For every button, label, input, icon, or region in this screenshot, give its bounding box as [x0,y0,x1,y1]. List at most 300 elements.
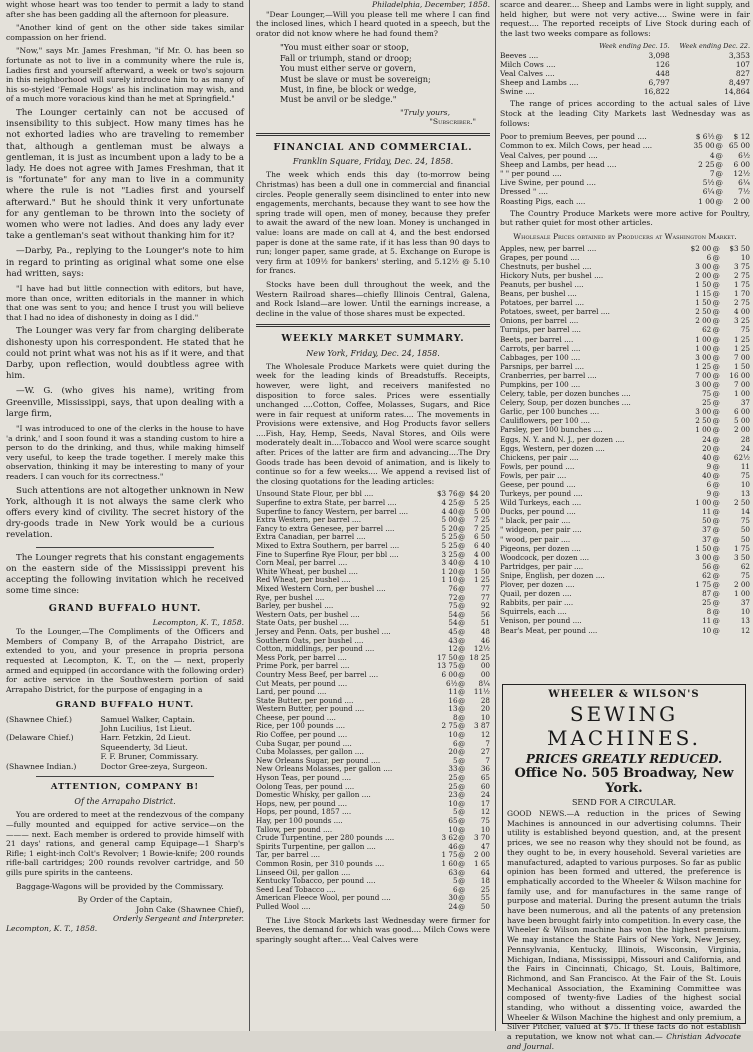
price-low: 6 [706,480,712,489]
table-row [500,371,750,380]
item-name: Cuba Molasses, per gallon .... [256,747,364,757]
price-high: 6 00 [733,407,750,417]
price-sep: @ [458,858,466,868]
price-low: 25 [448,781,458,791]
column-markets [500,0,750,635]
price-sep: @ [458,747,466,757]
price-high: 8¼ [478,678,490,688]
divider [256,133,490,136]
price-low: 62 [702,570,712,580]
price-low: 2 75 [441,721,458,731]
paragraph: "Another kind of gent on the other side takes similar compassion on her friend. [6,23,244,42]
price-low: 13 75 [436,661,458,671]
item-name: Mixed to Extra Southern, per barrel .... [256,541,400,550]
price-low: 5 25 [441,532,458,542]
table-header-row [500,42,750,51]
price-high: 3 75 [733,261,750,271]
column-header: Week ending Dec. 15. [599,42,670,51]
item-name: Ducks, per pound .... [500,507,576,517]
price-high: 6 00 [733,159,750,169]
item-name: Beets, per barrel .... [500,334,574,344]
item-name: Wild Turkeys, each .... [500,498,582,508]
price-sep: @ [458,798,466,808]
poem-line: "You must either soar or stoop, [280,42,409,53]
week-2-value: 107 [735,60,750,70]
price-sep: @ [712,607,720,617]
price-sep: @ [458,807,466,817]
table-row [500,325,750,334]
price-low: 37 [702,525,712,535]
price-high: 11 [740,461,750,471]
table-row [500,87,750,96]
item-name: Cauliflowers, per 100 .... [500,416,590,426]
column-header [500,42,589,51]
table-row [500,178,750,187]
price-high: 47 [480,841,490,851]
price-high: 75 [740,516,750,526]
divider [36,776,214,777]
price-high: 77 [480,592,490,602]
table-row [500,262,750,271]
price-sep: @ [712,452,720,462]
price-sep: @ [712,325,720,335]
price-sep: @ [458,884,466,894]
item-name: Unsound State Flour, per bbl .... [256,489,374,499]
price-low: 2 25 [698,159,715,169]
price-sep: @ [458,755,466,765]
price-high: 6 40 [473,541,490,550]
price-sep: @ [715,159,723,169]
week-1-value: 3,098 [648,51,670,61]
price-high: 7 [485,755,490,765]
price-sep: @ [715,196,723,206]
price-low: 1 10 [441,575,458,585]
quote: "I was introduced to one of the clerks in the house to have 'a drink,' and I soon found it was a standing custom to hire a person to do the drinking, and thus, while making himself very useful, to keep the trade together. I merely make this observation, thinking it may be interesting to many of your readers. I can vouch for its correctness." [6,423,244,481]
price-sep: @ [458,876,466,886]
price-low: $ 6½ [695,132,715,142]
ad-body-text: GOOD NEWS.—A reduction in the prices of Sewing Machines is announced in our advertising columns. Their utility is established beyond question, and, at the present prices, we see no reason why they should not be found, as they ought to be, in every household. Several varieties are manufactured, adapted to various purposes. So far as public opinion has been formed and uttered, the preference is emphatically accorded to the Wheeler & Wilson machine for family use, and for manufactures in the same range of purpose and material. During the present autumn the trials have been numerous, and all the patents of any pretension have been brought fairly into competition. In every case, the Wheeler & Wilson machine has won the highest premium. We may instance the State Fairs of New York, New Jersey, Pennsylvania, Kentucky, Illinois, Wisconsin, Virginia, Michigan, Indiana, Mississippi, Missouri and California, and the Fairs in Cincinnati, Chicago, St. Louis, Baltimore, Richmond, and San Francisco. At the Fair of the St. Louis Mechanical Association, the Examining Committee was composed of twenty-five Ladies of the highest social standing, who without a dissenting voice, awarded the Wheeler & Wilson Machine the highest and only premium, a Silver Pitcher, valued at $75. If these facts do not establish a reputation, we know not what can.— [507,809,741,1042]
item-name: Squirrels, each .... [500,607,567,617]
invitation: To the Lounger,—The Compliments of the Officers and Members of Company B, of the Arrapaho District, are extended to you, and your presence in propria persona requested at Lecompton, K. T., on the — next, properly armed and equipped (in accordance with the following order) for active service in the Southwestern portion of said Arrapaho District, for the purpose of engaging in a [6,627,244,694]
price-high: 12 [480,807,490,817]
price-low: 10 [448,824,458,834]
price-sep: @ [458,678,466,688]
item-name: Dressed " .... [500,187,549,197]
week-1-value: 16,822 [643,87,670,97]
week-2-value: 827 [735,69,750,79]
price-high: 7 25 [473,523,490,533]
officer-row [6,752,244,761]
price-sep: @ [458,592,466,602]
table-row [500,141,750,150]
item-name: Carrots, per barrel .... [500,343,581,353]
price-low: 33 [448,764,458,774]
price-low: $3 76 [436,489,458,499]
price-high: 2 50 [733,498,750,508]
paragraph: "Now," says Mr. James Freshman, "if Mr. O. has been so fortunate as not to live in a community where the rule is, Ladies first and yourself afterward, a week or two's sojourn in this neighborhood will surely introduce him to as many of his so-styled 'Female Hogs' as his inclination may wish, and of a much more voracious kind than he met at Springfield." [6,46,244,104]
item-name: New Orleans Sugar, per pound .... [256,755,381,765]
price-high: 11½ [473,687,490,697]
price-low: 5 [452,876,458,886]
item-name: Tar, per barrel .... [256,850,321,860]
price-sep: @ [458,704,466,714]
paragraph: The Lounger regrets that his constant engagements on the eastern side of the Mississippi prevent his accepting the following invitation which he received some time since: [6,552,244,597]
price-sep: @ [712,307,720,317]
table-row [500,516,750,525]
item-name: Cranberries, per barrel .... [500,370,597,380]
heading-buffalo-hunt: GRAND BUFFALO HUNT. [55,700,195,711]
price-sep: @ [458,773,466,783]
price-low: 2 50 [695,307,712,317]
item-name: Kentucky Tobacco, per pound .... [256,876,376,886]
price-sep: @ [712,616,720,626]
price-high: 16 00 [729,370,750,380]
price-low: 5 20 [441,523,458,533]
price-high: 12 [740,625,750,635]
price-high: 6 50 [473,532,490,542]
poem-line: Must be slave or must be sovereign; [280,73,431,84]
price-low: 1 75 [441,850,458,860]
price-low: 10 [448,798,458,808]
dateline: Franklin Square, Friday, Dec. 24, 1858. [292,157,454,167]
item-name: Snipe, English, per dozen .... [500,570,605,580]
item-name: Plover, per dozen .... [500,580,575,590]
price-low: 50 [702,516,712,526]
paragraph: Stocks have been dull throughout the week, and the Western Railroad shares—chiefly Illinois Central, Galena, and Rock Island—are lower. Until the earnings increase, a decline in the value of those shares must be expected. [256,279,490,318]
price-high: 37 [740,598,750,608]
item-name: " black, per pair .... [500,516,571,526]
item-name: Pulled Wool .... [256,901,311,911]
price-sep: @ [458,515,466,525]
price-high: 4 10 [473,558,490,568]
table-row [500,471,750,480]
price-low: 1 15 [695,289,712,299]
week-1-value: 448 [655,69,670,79]
signature: "Subscriber." [429,117,476,127]
item-name: Red Wheat, per bushel .... [256,575,351,585]
officer-list [6,715,244,771]
price-sep: @ [712,516,720,526]
price-high: 46 [480,635,490,645]
item-name: Eggs, N. Y. and N. J., per dozen .... [500,434,625,444]
price-high: 5 25 [473,498,490,508]
item-name: Country Mess Beef, per barrel .... [256,669,379,679]
letter: "Dear Lounger,—Will you please tell me where I can find the inclosed lines, which I heard quoted in a speech, but the orator did not know where he had found them? [256,9,490,38]
price-high: 75 [740,325,750,335]
price-low: 3 00 [695,379,712,389]
price-high: 1 75 [733,279,750,289]
price-low: 3 62 [441,833,458,843]
price-low: 54 [448,609,458,619]
price-sep: @ [458,824,466,834]
item-name: Celery, table, per dozen bunches .... [500,389,631,399]
price-high: 10 [480,712,490,722]
item-name: Sheep and Lambs .... [500,78,579,88]
item-name: Hops, per pound, 1857 .... [256,807,352,817]
price-sep: @ [712,525,720,535]
table-row [500,298,750,307]
price-low: 10 [702,625,712,635]
price-high: 2 75 [733,298,750,308]
table-row [500,316,750,325]
price-high: 50 [740,534,750,544]
item-name: Roasting Pigs, each .... [500,196,586,206]
ad-source: Christian Advocate and Journal. [507,1032,741,1051]
item-name: American Fleece Wool, per pound .... [256,893,391,903]
price-low: 4 25 [441,498,458,508]
table-row [500,498,750,507]
price-high: 75 [480,816,490,825]
paragraph: The Country Produce Markets were more active for Poultry, but rather quiet for most other articles. [500,208,750,228]
price-low: 40 [702,452,712,462]
price-sep: @ [712,243,720,253]
officer-tribe [6,752,100,761]
price-high: 25 [480,884,490,894]
signature: John Cake (Shawnee Chief), [136,904,244,914]
price-high: 2 00 [733,425,750,435]
item-name: Turnips, per barrel .... [500,325,581,335]
item-name: Bear's Meat, per pound .... [500,625,598,635]
price-sep: @ [458,669,466,679]
item-name: Rio Coffee, per pound .... [256,730,348,740]
quote: "I have had but little connection with editors, but have, more than once, written editorials in the manner in which that one was sent to you; and hence I trust you will believe that I had no idea of dishonesty in doing as I did." [6,283,244,322]
price-high: 77 [480,583,490,593]
officer-tribe: (Shawnee Indian.) [6,761,77,771]
item-name: Barley, per bushel .... [256,601,334,611]
price-sep: @ [712,543,720,553]
price-low: 4 40 [441,506,458,516]
table-row [500,571,750,580]
officer-row [6,743,244,752]
officer-name: Harr. Fetzkin, 2d Lieut. [100,733,191,743]
item-name: Milch Cows .... [500,60,556,70]
price-sep: @ [712,425,720,435]
price-sep: @ [458,506,466,516]
table-row [500,132,750,141]
price-low: 1 00 [698,196,715,206]
column-lounger [6,0,244,934]
price-low: 63 [448,867,458,877]
price-sep: @ [712,398,720,408]
price-low: 20 [702,443,712,453]
price-low: 1 00 [695,425,712,435]
price-high: 6½ [738,150,750,160]
price-high: 18 25 [469,652,490,662]
week-2-value: 14,864 [724,87,750,97]
item-name: Grapes, per pound .... [500,252,580,262]
price-sep: @ [712,470,720,480]
price-sep: @ [458,498,466,508]
week-1-value: 6,797 [648,78,670,88]
price-sep: @ [712,252,720,262]
officer-name: Samuel Walker, Captain. [100,714,195,724]
paragraph: Such attentions are not altogether unknown in New York, although it is not always the same clerk who offers every kind of civility. The secret history of the dry-goods trade in New York would be a curious revelation. [6,485,244,541]
price-low: 17 50 [436,652,458,662]
price-high: 50 [480,901,490,911]
price-sep: @ [712,343,720,353]
price-high: 24 [740,443,750,453]
price-high: $4 20 [469,489,490,499]
price-high: 7 [485,738,490,748]
price-sep: @ [712,407,720,417]
table-row [500,553,750,562]
week-2-value: 8,497 [728,78,750,88]
price-sep: @ [712,625,720,635]
table-row [500,407,750,416]
price-high: 64 [480,867,490,877]
price-sep: @ [458,841,466,851]
order-by: By Order of the Captain, [77,895,173,905]
price-sep: @ [458,721,466,731]
price-sep: @ [715,141,723,151]
item-name: State Butter, per pound .... [256,695,354,705]
table-row [500,562,750,571]
item-name: Cut Meats, per pound .... [256,678,348,688]
table-row [500,416,750,425]
receipts-table [500,42,750,96]
price-high: 18 [480,876,490,886]
price-low: 16 [448,695,458,705]
price-low: 40 [702,470,712,480]
price-low: 6 [452,738,458,748]
price-low: 62 [702,325,712,335]
price-high: $ 12 [733,132,750,142]
price-high: 10 [740,480,750,489]
item-name: Chestnuts, per bushel .... [500,261,592,271]
officer-tribe: (Shawnee Chief.) [6,714,72,724]
price-low: 3 40 [441,558,458,568]
price-low: 13 [448,704,458,714]
item-name: Tallow, per pound .... [256,824,333,834]
price-high: 00 [480,669,490,679]
price-high: 1 00 [733,389,750,399]
table-row [500,598,750,607]
price-low: 24 [702,434,712,444]
price-high: 62½ [733,452,750,462]
price-sep: @ [712,279,720,289]
price-low: 3 25 [441,549,458,559]
item-name: Extra Canadian, per barrel .... [256,532,366,542]
price-low: 8 [706,607,712,617]
price-high: 4 00 [473,549,490,559]
price-high: 12 [480,730,490,740]
price-high: 65 [480,773,490,783]
price-low: 7 [709,168,715,178]
price-high: 20 [480,704,490,714]
price-high: 13 [740,489,750,499]
price-sep: @ [715,168,723,178]
price-high: 4 00 [733,307,750,317]
price-low: 72 [448,592,458,602]
price-high: 75 [740,470,750,480]
price-high: 1 25 [733,334,750,344]
price-sep: @ [712,379,720,389]
price-high: 2 75 [733,270,750,280]
price-high: 2 00 [733,580,750,590]
table-heading: Wholesale Prices obtained by Producers at Washington Market. [513,231,737,241]
officer-tribe [6,724,100,733]
price-low: 3 00 [695,407,712,417]
price-low: 6 [452,884,458,894]
price-low: 54 [448,618,458,628]
item-name: Turkeys, per pound .... [500,489,583,499]
price-sep: @ [712,598,720,608]
item-name: Spirits Turpentine, per gallon .... [256,841,376,851]
price-sep: @ [712,370,720,380]
price-sep: @ [458,781,466,791]
divider [36,547,214,548]
item-name: Garlic, per 100 bunches .... [500,407,600,417]
table-row [500,253,750,262]
item-name: Fowls, per pound .... [500,461,575,471]
price-high: 65 00 [728,141,750,151]
item-name: " widgeon, per pair .... [500,525,582,535]
price-sep: @ [712,352,720,362]
order-text: You are ordered to meet at the rendezvous of the company—fully mounted and equipped for active service—on the ——— next. Each member is ordered to provide himself with 21 days' rations, and general camp Equipage—1 Sharp's Rifle; 1 eight-inch Colt's Revolver; 1 Bowie-knife; 200 rounds rifle-ball cartridges; 200 rounds revolver cartridge, and 50 gills pure spirits in the canteens. [6,810,244,877]
price-sep: @ [712,589,720,599]
price-sep: @ [458,583,466,593]
price-sep: @ [458,626,466,636]
item-name: Peanuts, per bushel .... [500,279,584,289]
dateline: New York, Friday, Dec. 24, 1858. [306,348,440,358]
table-row [500,78,750,87]
price-sep: @ [458,764,466,774]
item-name: Beeves .... [500,51,539,61]
price-sep: @ [715,150,723,160]
price-low: 5½ [702,178,715,188]
price-low: 56 [702,561,712,571]
price-high: 3 25 [733,316,750,326]
price-high: 1 50 [473,566,490,576]
poem [280,42,490,104]
price-low: 43 [448,635,458,645]
item-name: " wood, per pair .... [500,534,571,544]
price-high: 24 [480,790,490,800]
item-name: Jersey and Penn. Oats, per bushel .... [256,626,391,636]
dateline: Lecompton, K. T., 1858. [152,617,244,627]
price-sep: @ [712,289,720,299]
table-row [500,151,750,160]
officer-row [6,762,244,771]
price-sep: @ [715,132,723,142]
price-high: 7 00 [733,352,750,362]
price-sep: @ [712,434,720,444]
price-sep: @ [458,601,466,611]
paragraph: scarce and dearer.... Sheep and Lambs were in light supply, and held higher, but were not very active.... Swine were in fair request.... The reported receipts of Live Stock during each of the last two weeks compare as follows: [500,0,750,38]
table-row [500,616,750,625]
item-name: Southern Oats, per bushel .... [256,635,364,645]
price-sep: @ [458,850,466,860]
column-financial [256,0,490,948]
item-name: Swine .... [500,87,535,97]
price-sep: @ [712,261,720,271]
price-low: 20 [448,747,458,757]
price-low: 7 00 [695,370,712,380]
table-row [256,903,490,912]
paragraph: —Darby, Pa., replying to the Lounger's note to him in regard to printing as original what some one else had written, says: [6,246,244,279]
price-high: 92 [480,601,490,611]
price-sep: @ [712,561,720,571]
table-row [500,525,750,534]
officer-name: Doctor Gree-zeya, Surgeon. [100,761,208,771]
price-high: 1 70 [733,289,750,299]
price-high: 27 [480,747,490,757]
column-rule [495,0,496,1031]
price-sep: @ [712,389,720,399]
price-sep: @ [458,558,466,568]
price-sep: @ [712,361,720,371]
table-row [500,507,750,516]
